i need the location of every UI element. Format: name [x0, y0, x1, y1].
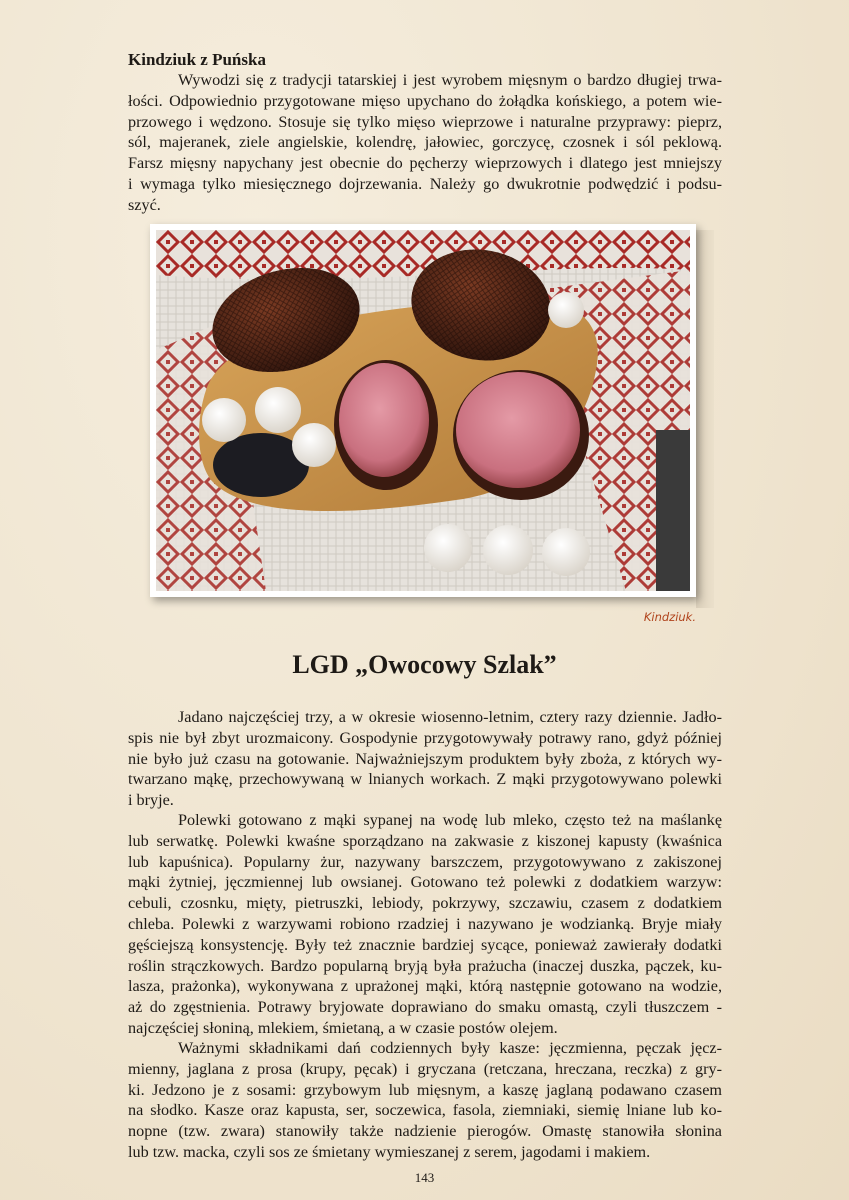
- kindziuk-photo: [150, 224, 696, 597]
- text-line: łości. Odpowiednio przygotowane mięso upychano do żołądka końskiego, a potem wie-: [128, 91, 722, 110]
- text-line: i bryje.: [128, 791, 174, 810]
- photo-shadow: [696, 230, 714, 608]
- lgd-paragraph-3: [128, 1038, 722, 1163]
- text-line: Farsz mięsny napychany jest obecnie do pęcherzy wieprzowych i dlatego jest mniejszy: [128, 154, 722, 173]
- photo-caption: Kindziuk.: [643, 610, 696, 624]
- text-line: przowego i wędzono. Stosuje się tylko mięso wieprzowe i naturalne przyprawy: pieprz,: [128, 112, 722, 131]
- text-line: i wymaga tylko miesięcznego dojrzewania. Należy go dwukrotnie podwędzić i podsu-: [128, 174, 722, 193]
- text-line: spis nie był zbyt urozmaicony. Gospodynie przygotowywały potrawy rano, gdyż później: [128, 728, 722, 747]
- text-line: nopne (tzw. zwara) stanowiły także nadzienie pierogów. Omastę stanowiła słonina: [128, 1122, 722, 1141]
- text-line: chleba. Polewki z warzywami robiono rzadziej i nazywano je wodzianką. Bryje miały: [128, 914, 722, 933]
- text-line: cebuli, czosnku, mięty, pietruszki, lebiody, pokrzywy, szczawiu, czasem z dodatkiem: [128, 894, 722, 913]
- page-number: 143: [414, 1170, 435, 1185]
- text-line: Wywodzi się z tradycji tatarskiej i jest wyrobem mięsnym o bardzo długiej trwa-: [178, 71, 722, 89]
- text-line: lub tzw. macka, czyli sos ze śmietany wymieszanej z serem, jagodami i makiem.: [128, 1142, 651, 1161]
- text-line: mąki żytniej, jęczmiennej lub owsianej. Gotowano też polewki z dodatkiem warzyw:: [128, 873, 722, 892]
- lgd-paragraph-2: [128, 810, 722, 1039]
- text-line: sól, majeranek, ziele angielskie, kolendrę, jałowiec, gorczycę, czosnek i sól peklową.: [128, 133, 722, 152]
- text-line: Ważnymi składnikami dań codziennych były kasze: jęczmienna, pęczak jęcz-: [178, 1039, 722, 1057]
- text-line: lub serwatkę. Polewki kwaśne sporządzano na zakwasie z kiszonej kapusty (kwaśnica: [128, 831, 722, 850]
- text-line: lasza, prażonka), wykonywana z uprażonej mąki, którą następnie gotowano na wodzie,: [128, 977, 722, 996]
- lgd-heading: LGD „Owocowy Szlak”: [292, 650, 557, 679]
- text-line: nie było już czasu na gotowanie. Najważniejszym produktem były zboża, z których wy-: [128, 749, 722, 768]
- text-line: Jadano najczęściej trzy, a w okresie wiosenno-letnim, cztery razy dziennie. Jadło-: [178, 708, 722, 726]
- text-line: aż do zgęstnienia. Potrawy bryjowate doprawiano do smaku omastą, czyli tłuszczem -: [128, 998, 722, 1017]
- text-line: najczęściej słoniną, mlekiem, śmietaną, a w czasie postów olejem.: [128, 1018, 558, 1037]
- text-line: twarzano mąkę, przechowywaną w lnianych workach. Z mąki przygotowywano polewki: [128, 770, 722, 789]
- text-line: lub kapuśnica). Popularny żur, nazywany barszczem, przygotowywano z zakiszonej: [128, 852, 722, 871]
- text-line: roślin strączkowych. Bardzo popularną bryją była prażucha (inaczej duszka, pączek, ku-: [128, 956, 722, 975]
- text-line: szyć.: [128, 195, 161, 214]
- text-line: ki. Jedzono je z sosami: grzybowym lub mięsnym, a kaszę jaglaną podawano czasem: [128, 1080, 722, 1099]
- kindziuk-paragraph: [128, 70, 722, 216]
- kindziuk-heading: Kindziuk z Puńska: [128, 50, 266, 69]
- kindziuk-photo-illustration: [156, 230, 690, 591]
- text-line: na słodko. Kasze oraz kapusta, ser, soczewica, fasola, ziemniaki, siemię lniane lub ko-: [128, 1101, 722, 1120]
- text-line: gęściejszą konsystencję. Były też znacznie bardziej sycące, ponieważ zawierały dodatki: [128, 935, 722, 954]
- text-line: mienny, jaglana z prosa (krupy, pęcak) i gryczana (retczana, hreczana, reczka) z gry-: [128, 1059, 722, 1078]
- text-line: Polewki gotowano z mąki sypanej na wodę lub mleko, często też na maślankę: [178, 811, 722, 829]
- lgd-paragraph-1: [128, 707, 722, 811]
